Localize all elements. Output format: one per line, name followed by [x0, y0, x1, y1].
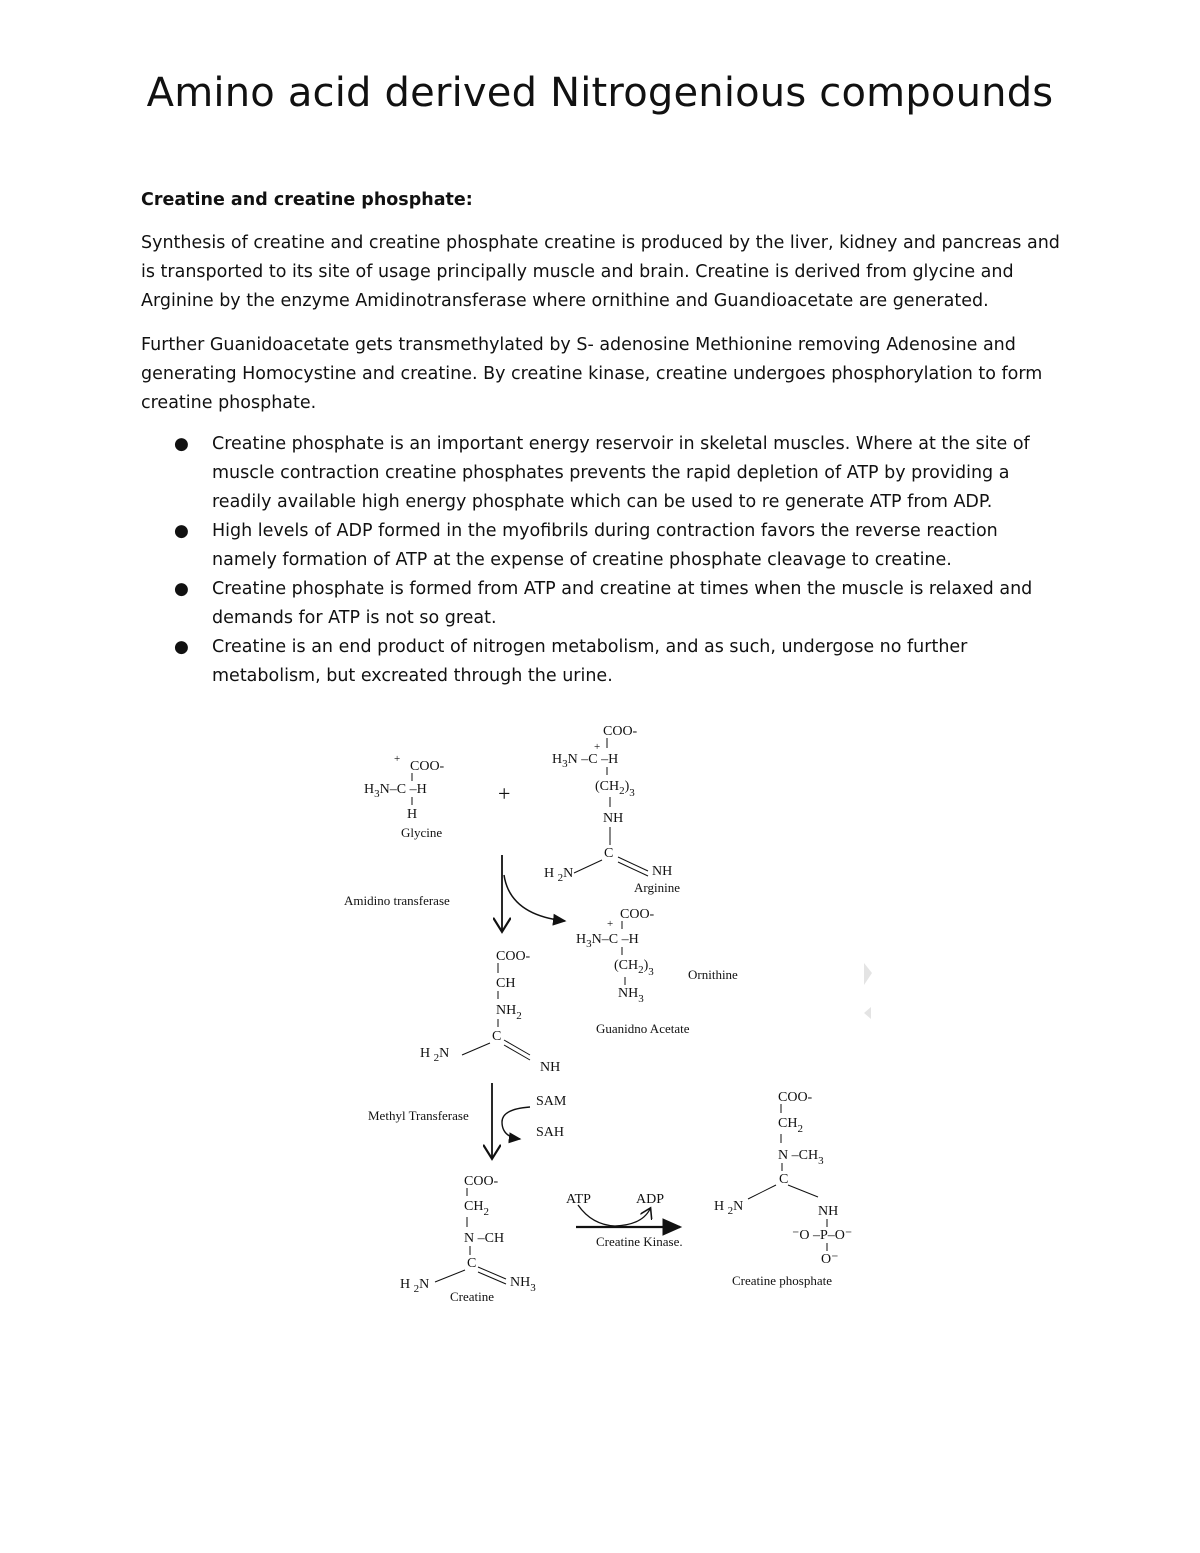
amine-group: NH: [603, 811, 624, 826]
bullet-icon: ●: [174, 579, 189, 599]
chemical-formula-text: H $_2$N: [400, 1277, 430, 1295]
guanidino-acetate-label: Guanidno Acetate: [596, 1021, 690, 1036]
chemical-formula-text: +: [607, 918, 614, 930]
chemical-formula-text: H $_2$N: [544, 866, 574, 884]
list-item: [141, 633, 1041, 691]
carbon-atom: C: [492, 1029, 502, 1044]
bullet-text: High levels of ADP formed in the myofibrils during contraction favors the reverse reaction namely formation of ATP at the expense of creatine phosphate cleavage to creatine.: [212, 521, 998, 570]
scan-artifact: [864, 1007, 871, 1019]
chemical-formula-text: $CH_2$: [778, 1116, 803, 1135]
carboxyl-group: COO-: [410, 759, 445, 774]
chemical-formula-text: +: [594, 741, 601, 753]
glycine-structure: [364, 753, 445, 840]
enzyme-methyl-transferase: Methyl Transferase: [368, 1108, 469, 1123]
bullet-text: Creatine phosphate is formed from ATP and creatine at times when the muscle is relaxed and demands for ATP is not so great.: [212, 579, 1033, 628]
carbon-atom: C: [604, 846, 614, 861]
hydrogen-atom: H: [407, 807, 418, 822]
chemical-formula-text: $CH_2$: [464, 1199, 489, 1218]
chemical-formula-text: $H_3N$ –C –H: [552, 752, 619, 770]
charge-plus: +: [394, 753, 401, 765]
creatine-structure: [400, 1174, 536, 1304]
bond-line: [435, 1270, 465, 1282]
scan-artifact: [864, 963, 872, 985]
chemical-formula-text: N $-CH_3$: [778, 1148, 824, 1167]
list-item: [141, 517, 1041, 575]
bond-line: [478, 1267, 506, 1279]
creatine-synthesis-diagram: [330, 715, 890, 1315]
carbon-atom: C: [467, 1256, 477, 1271]
side-arrow: [578, 1205, 650, 1226]
arginine-label: Arginine: [634, 880, 680, 895]
chemical-formula-text: N –CH: [464, 1231, 505, 1246]
carboxyl-group: COO-: [496, 949, 531, 964]
carboxyl-group: COO-: [620, 907, 655, 922]
arginine-structure: [544, 724, 680, 895]
creatine-phosphate-structure: [714, 1090, 852, 1288]
bullet-icon: ●: [174, 637, 189, 657]
ornithine-label: Ornithine: [688, 967, 738, 982]
amine-group: NH: [652, 864, 673, 879]
section-heading: Creatine and creatine phosphate:: [141, 190, 473, 210]
bond-line: [574, 860, 602, 873]
chemical-formula-text: $NH_3$: [510, 1275, 536, 1294]
side-arrow: [504, 875, 565, 921]
bond-line: [748, 1185, 776, 1199]
ornithine-structure: [576, 907, 738, 1005]
enzyme-creatine-kinase: Creatine Kinase.: [596, 1234, 683, 1249]
plus-sign: +: [498, 781, 511, 806]
bond-line: [462, 1043, 490, 1055]
bullet-icon: ●: [174, 434, 189, 454]
carbon-atom: C: [779, 1172, 789, 1187]
amine-group: NH: [540, 1060, 561, 1075]
bullet-icon: ●: [174, 521, 189, 541]
bond-line: [478, 1272, 506, 1284]
bullet-text: Creatine phosphate is an important energy reservoir in skeletal muscles. Where at the site of muscle contraction creatine phosphates prevents the rapid depletion of ATP by providing a readily available high energy phosphate which can be used to re generate ATP from ADP.: [212, 434, 1030, 512]
carboxyl-group: COO-: [778, 1090, 813, 1105]
chemical-formula-text: $(CH_2)_3$: [595, 779, 635, 799]
chemical-formula-text: $NH_2$: [496, 1003, 522, 1022]
chemical-formula-text: $NH_3$: [618, 986, 644, 1005]
chemical-formula-text: O⁻: [821, 1252, 839, 1267]
chemical-formula-text: $H_3N-C$ –H: [364, 782, 427, 800]
creatine-label: Creatine: [450, 1289, 495, 1304]
bond-line: [788, 1185, 818, 1197]
bullet-list: [141, 430, 1041, 691]
carboxyl-group: COO-: [464, 1174, 499, 1189]
list-item: [141, 430, 1041, 517]
cofactor-sah: SAH: [536, 1125, 565, 1140]
chemical-formula-text: $(CH_2)_3$: [614, 958, 654, 978]
cofactor-sam: SAM: [536, 1094, 567, 1109]
creatine-phosphate-label: Creatine phosphate: [732, 1273, 832, 1288]
enzyme-amidino-transferase: Amidino transferase: [344, 893, 450, 908]
cofactor-atp: ATP: [566, 1192, 591, 1207]
cofactor-adp: ADP: [636, 1192, 665, 1207]
chemical-formula-text: H $_2$N: [714, 1199, 744, 1217]
list-item: [141, 575, 1041, 633]
glycine-label: Glycine: [401, 825, 443, 840]
side-arrow: [502, 1107, 530, 1139]
paragraph-transmethylation: Further Guanidoacetate gets transmethylated by S- adenosine Methionine removing Adenosine and generating Homocystine and creatine. By creatine kinase, creatine undergoes phosphorylation to form creatine phosphate.: [141, 335, 1043, 413]
bullet-text: Creatine is an end product of nitrogen metabolism, and as such, undergose no further metabolism, but excreated through the urine.: [212, 637, 968, 686]
carboxyl-group: COO-: [603, 724, 638, 739]
methylene-group: CH: [496, 976, 516, 991]
chemical-formula-text: $H_3N-C$ –H: [576, 932, 639, 950]
chemical-formula-text: ⁻O –P–O⁻: [792, 1228, 853, 1243]
chemical-formula-text: H $_2$N: [420, 1046, 450, 1064]
paragraph-synthesis: Synthesis of creatine and creatine phosphate creatine is produced by the liver, kidney and pancreas and is transported to its site of usage principally muscle and brain. Creatine is derived from glycine and Arginine by the enzyme Amidinotransferase where ornithine and Guandioacetate are generated.: [141, 233, 1060, 311]
document-title: Amino acid derived Nitrogenious compounds: [146, 70, 1054, 116]
amine-group: NH: [818, 1204, 839, 1219]
